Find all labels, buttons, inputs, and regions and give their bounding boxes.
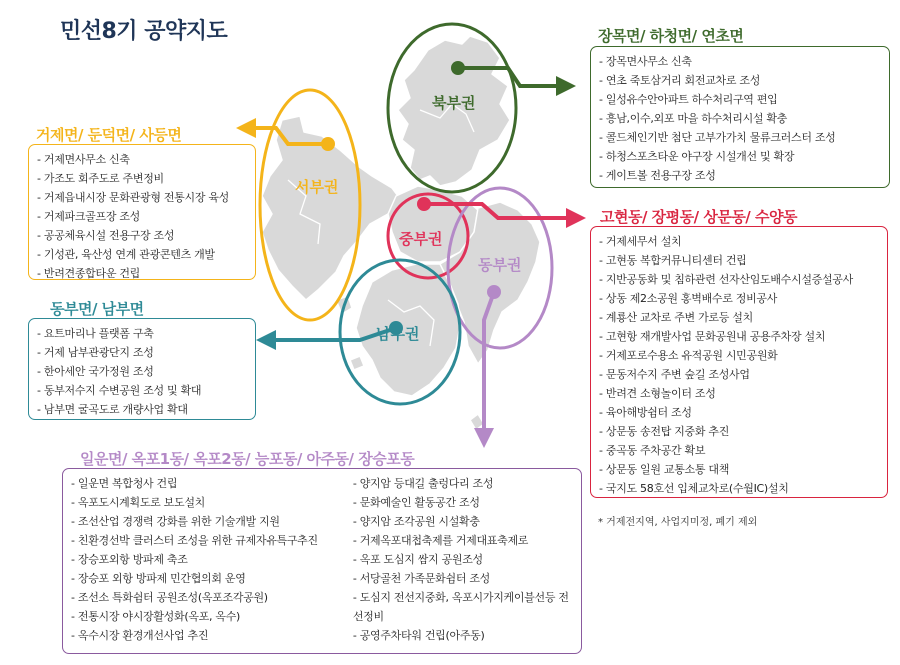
south-pledge-box <box>28 318 256 420</box>
page-title: 민선8기 공약지도 <box>60 19 228 44</box>
list-item: - 거제파크골프장 조성 <box>37 207 247 226</box>
list-item: - 거제옥포대첩축제를 거제대표축제로 <box>353 531 573 550</box>
east-region-label: 동부권 <box>478 256 522 274</box>
list-item: - 반려견종합타운 건립 <box>37 264 247 283</box>
west-region-label: 서부권 <box>295 178 339 196</box>
list-item: - 장승포외항 방파제 축조 <box>71 550 331 569</box>
oneun-list-right <box>353 474 573 645</box>
list-item: - 전통시장 야시장활성화(옥포, 옥수) <box>71 607 331 626</box>
list-item: - 옥포도시계획도로 보도설치 <box>71 493 331 512</box>
list-item: - 기성관, 육산성 연계 관광콘텐츠 개발 <box>37 245 247 264</box>
north-box-heading: 장목면/ 하청면/ 연초면 <box>598 27 744 45</box>
list-item: - 지반공동화 및 침하관련 선자산임도배수시설증설공사 <box>599 270 879 289</box>
list-item: - 거제포로수용소 유적공원 시민공원화 <box>599 346 879 365</box>
list-item: - 동부저수지 수변공원 조성 및 확대 <box>37 381 247 400</box>
oneun-list-left <box>71 474 331 645</box>
list-item: - 친환경선박 클러스터 조성을 위한 규제자유특구추진 <box>71 531 331 550</box>
list-item: - 반려견 소형놀이터 조성 <box>599 384 879 403</box>
oneun-pledge-box <box>62 468 582 654</box>
oneun-box-heading: 일운면/ 옥포1동/ 옥포2동/ 능포동/ 아주동/ 장승포동 <box>80 450 415 468</box>
list-item: - 장목면사무소 신축 <box>599 52 881 71</box>
list-item: - 계룡산 교차로 주변 가로등 설치 <box>599 308 879 327</box>
central-region-label: 중부권 <box>399 230 443 248</box>
list-item: - 중곡동 주차공간 확보 <box>599 441 879 460</box>
list-item: - 고현동 복합커뮤니티센터 건립 <box>599 251 879 270</box>
list-item: - 양지암 등대길 출렁다리 조성 <box>353 474 573 493</box>
list-item: - 옥포 도심지 쌈지 공원조성 <box>353 550 573 569</box>
list-item: - 도심지 전선지중화, 옥포시가지케이블선등 전선정비 <box>353 588 573 626</box>
list-item: - 거제읍내시장 문화관광형 전통시장 육성 <box>37 188 247 207</box>
list-item: - 육아해방쉼터 조성 <box>599 403 879 422</box>
list-item: - 조선산업 경쟁력 강화를 위한 기술개발 지원 <box>71 512 331 531</box>
south-box-heading: 동부면/ 남부면 <box>50 300 144 318</box>
list-item: - 남부면 굴곡도로 개량사업 확대 <box>37 400 247 419</box>
list-item: - 공공체육시설 전용구장 조성 <box>37 226 247 245</box>
list-item: - 한아세안 국가정원 조성 <box>37 362 247 381</box>
list-item: - 흥남,이수,외포 마을 하수처리시설 확충 <box>599 109 881 128</box>
list-item: - 상문동 송전탑 지중화 추진 <box>599 422 879 441</box>
footnote: * 거제전지역, 사업지미정, 폐기 제외 <box>598 517 758 528</box>
list-item: - 게이트볼 전용구장 조성 <box>599 166 881 185</box>
list-item: - 일운면 복합청사 건립 <box>71 474 331 493</box>
list-item: - 거제 남부관광단지 조성 <box>37 343 247 362</box>
west-box-heading: 거제면/ 둔덕면/ 사등면 <box>36 126 182 144</box>
list-item: - 연초 죽토삼거리 회전교차로 조성 <box>599 71 881 90</box>
list-item: - 공영주차타워 건립(아주동) <box>353 626 573 645</box>
list-item: - 국지도 58호선 입체교차로(수월IC)설치 <box>599 479 879 498</box>
list-item: - 하청스포츠타운 야구장 시설개선 및 확장 <box>599 147 881 166</box>
north-region-label: 북부권 <box>432 94 476 112</box>
north-pledge-box <box>590 46 890 188</box>
list-item: - 상문동 일원 교통소통 대책 <box>599 460 879 479</box>
list-item: - 양지암 조각공원 시설확충 <box>353 512 573 531</box>
list-item: - 일성유수안아파트 하수처리구역 편입 <box>599 90 881 109</box>
list-item: - 문동저수지 주변 숲길 조성사업 <box>599 365 879 384</box>
list-item: - 콜드체인기반 첨단 고부가가치 물류크러스터 조성 <box>599 128 881 147</box>
east-pledge-box <box>590 226 888 498</box>
list-item: - 요트마리나 플랫폼 구축 <box>37 324 247 343</box>
list-item: - 옥수시장 환경개선사업 추진 <box>71 626 331 645</box>
west-pledge-box <box>28 144 256 280</box>
list-item: - 조선소 특화쉼터 공원조성(옥포조각공원) <box>71 588 331 607</box>
list-item: - 상동 제2소공원 홍벽배수로 정비공사 <box>599 289 879 308</box>
south-region-label: 남부권 <box>376 325 420 343</box>
list-item: - 가조도 회주도로 주변정비 <box>37 169 247 188</box>
list-item: - 거제세무서 설치 <box>599 232 879 251</box>
east-box-heading: 고현동/ 장평동/ 상문동/ 수양동 <box>600 208 797 226</box>
list-item: - 거제면사무소 신축 <box>37 150 247 169</box>
list-item: - 고현항 재개발사업 문화공원내 공용주차장 설치 <box>599 327 879 346</box>
list-item: - 문화예술인 활동공간 조성 <box>353 493 573 512</box>
list-item: - 장승포 외항 방파제 민간협의회 운영 <box>71 569 331 588</box>
list-item: - 서당골천 가족문화쉼터 조성 <box>353 569 573 588</box>
